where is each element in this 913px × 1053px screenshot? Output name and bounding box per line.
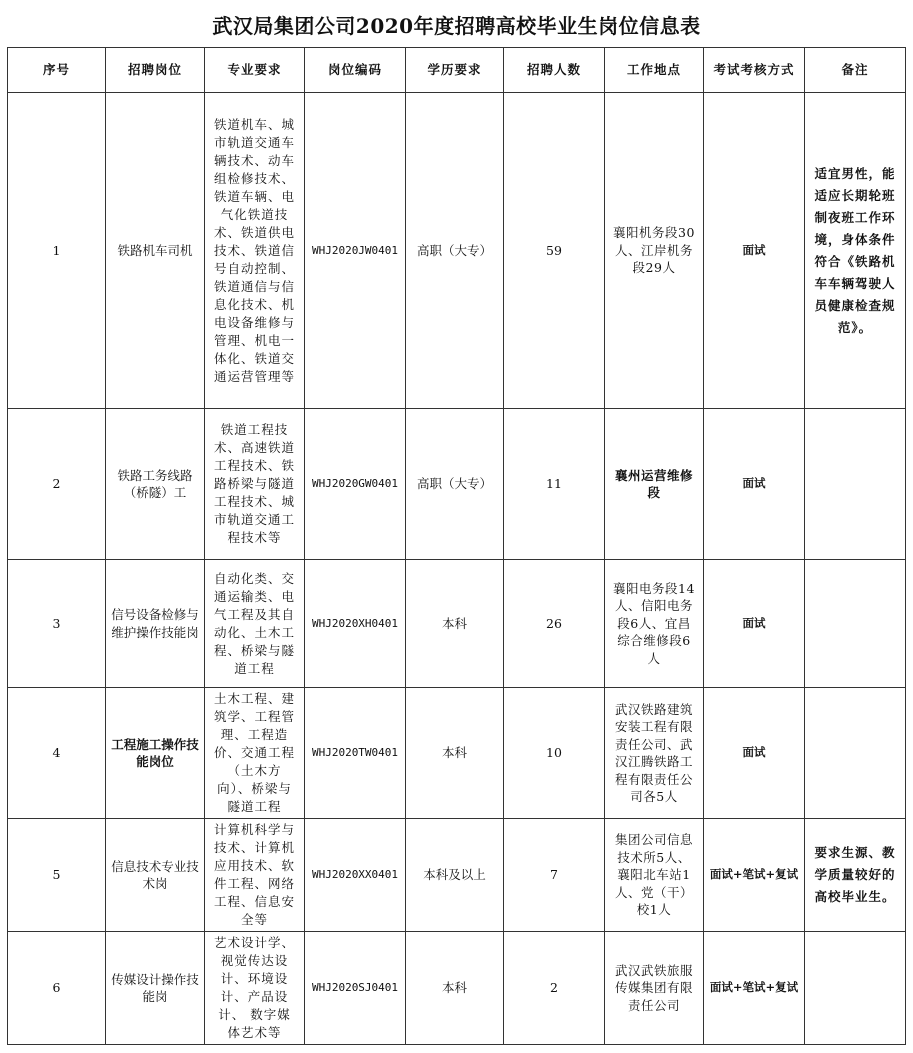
cell-remark — [805, 932, 906, 1045]
cell-exam: 面试+笔试+复试 — [704, 932, 805, 1045]
cell-no: 1 — [8, 93, 106, 409]
cell-code: WHJ2020TW0401 — [305, 688, 406, 819]
cell-no: 4 — [8, 688, 106, 819]
header-row — [8, 48, 906, 93]
cell-remark — [805, 688, 906, 819]
cell-count: 11 — [504, 409, 605, 560]
cell-major: 铁道工程技术、高速铁道工程技术、铁路桥梁与隧道工程技术、城市轨道交通工程技术等 — [205, 409, 305, 560]
cell-education: 本科 — [406, 688, 504, 819]
cell-location: 武汉铁路建筑安装工程有限责任公司、武汉江腾铁路工程有限责任公司各5人 — [605, 688, 704, 819]
cell-location: 襄州运营维修段 — [605, 409, 704, 560]
cell-exam: 面试+笔试+复试 — [704, 819, 805, 932]
cell-count: 10 — [504, 688, 605, 819]
header-remark: 备注 — [805, 48, 906, 93]
table-row — [8, 93, 906, 409]
cell-position: 传媒设计操作技能岗 — [106, 932, 205, 1045]
cell-no: 3 — [8, 560, 106, 688]
table-row — [8, 932, 906, 1045]
table-row — [8, 560, 906, 688]
cell-location: 集团公司信息技术所5人、襄阳北车站1人、党（干）校1人 — [605, 819, 704, 932]
cell-education: 本科 — [406, 560, 504, 688]
cell-location: 武汉武铁旅服传媒集团有限责任公司 — [605, 932, 704, 1045]
cell-no: 5 — [8, 819, 106, 932]
cell-exam: 面试 — [704, 409, 805, 560]
header-education: 学历要求 — [406, 48, 504, 93]
cell-position: 信号设备检修与维护操作技能岗 — [106, 560, 205, 688]
cell-position: 信息技术专业技术岗 — [106, 819, 205, 932]
cell-major: 艺术设计学、视觉传达设计、环境设计、产品设计、 数字媒体艺术等 — [205, 932, 305, 1045]
table-row — [8, 819, 906, 932]
cell-position: 铁路工务线路（桥隧）工 — [106, 409, 205, 560]
cell-education: 本科及以上 — [406, 819, 504, 932]
cell-remark: 要求生源、教学质量较好的高校毕业生。 — [805, 819, 906, 932]
cell-count: 59 — [504, 93, 605, 409]
cell-code: WHJ2020XX0401 — [305, 819, 406, 932]
cell-education: 高职（大专） — [406, 409, 504, 560]
cell-no: 6 — [8, 932, 106, 1045]
header-major: 专业要求 — [205, 48, 305, 93]
cell-position: 铁路机车司机 — [106, 93, 205, 409]
table-row — [8, 409, 906, 560]
cell-code: WHJ2020GW0401 — [305, 409, 406, 560]
header-count: 招聘人数 — [504, 48, 605, 93]
header-location: 工作地点 — [605, 48, 704, 93]
cell-education: 本科 — [406, 932, 504, 1045]
cell-major: 计算机科学与技术、计算机应用技术、软件工程、网络工程、信息安全等 — [205, 819, 305, 932]
cell-location: 襄阳电务段14人、信阳电务段6人、宜昌综合维修段6人 — [605, 560, 704, 688]
table-row — [8, 688, 906, 819]
cell-count: 26 — [504, 560, 605, 688]
header-no: 序号 — [8, 48, 106, 93]
cell-location: 襄阳机务段30人、江岸机务段29人 — [605, 93, 704, 409]
cell-count: 2 — [504, 932, 605, 1045]
cell-code: WHJ2020JW0401 — [305, 93, 406, 409]
cell-education: 高职（大专） — [406, 93, 504, 409]
cell-remark — [805, 409, 906, 560]
header-code: 岗位编码 — [305, 48, 406, 93]
header-exam: 考试考核方式 — [704, 48, 805, 93]
cell-remark: 适宜男性，能适应长期轮班制夜班工作环境，身体条件符合《铁路机车车辆驾驶人员健康检查规范》。 — [805, 93, 906, 409]
cell-position: 工程施工操作技能岗位 — [106, 688, 205, 819]
cell-major: 自动化类、交通运输类、电气工程及其自动化、土木工程、桥梁与隧道工程 — [205, 560, 305, 688]
page-title: 武汉局集团公司2020年度招聘高校毕业生岗位信息表 — [212, 14, 701, 38]
cell-exam: 面试 — [704, 93, 805, 409]
cell-no: 2 — [8, 409, 106, 560]
cell-major: 土木工程、建筑学、工程管理、工程造价、交通工程（土木方向）、桥梁与隧道工程 — [205, 688, 305, 819]
cell-exam: 面试 — [704, 688, 805, 819]
job-info-table — [7, 47, 906, 1045]
cell-remark — [805, 560, 906, 688]
header-position: 招聘岗位 — [106, 48, 205, 93]
cell-major: 铁道机车、城市轨道交通车辆技术、动车组检修技术、铁道车辆、电气化铁道技术、铁道供电技术、铁道信号自动控制、铁道通信与信息化技术、机电设备维修与管理、机电一体化、铁道交通运营管理等 — [205, 93, 305, 409]
cell-count: 7 — [504, 819, 605, 932]
cell-code: WHJ2020SJ0401 — [305, 932, 406, 1045]
cell-exam: 面试 — [704, 560, 805, 688]
cell-code: WHJ2020XH0401 — [305, 560, 406, 688]
